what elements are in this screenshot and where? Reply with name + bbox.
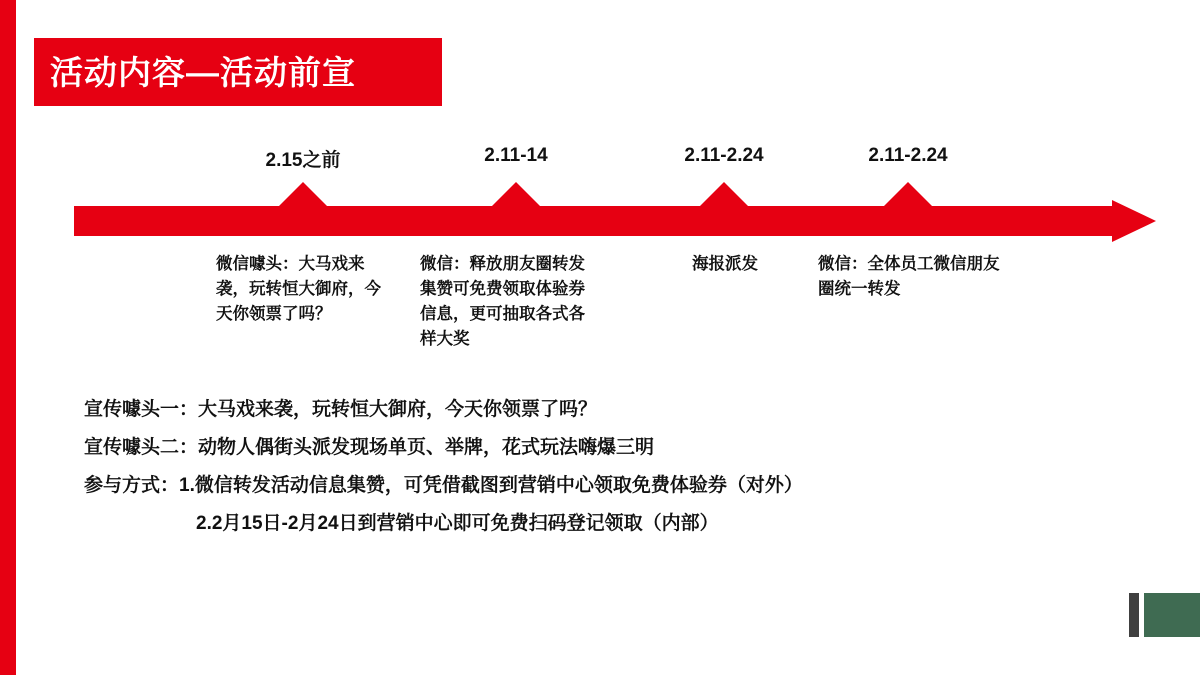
- decoration-dark-bar: [1129, 593, 1139, 637]
- timeline-arrowhead-icon: [1112, 200, 1156, 242]
- detail-line-1: 宣传噱头一：大马戏来袭，玩转恒大御府，今天你领票了吗？: [84, 399, 598, 420]
- timeline-date-2: 2.11-14: [484, 145, 548, 166]
- timeline-description-1: 微信噱头：大马戏来袭，玩转恒大御府，今天你领票了吗？: [216, 255, 381, 324]
- timeline-bar: [74, 206, 1114, 236]
- page-title: 活动内容—活动前宣: [50, 53, 356, 91]
- timeline-marker-1-icon: [279, 182, 327, 206]
- timeline-description-2: 微信：释放朋友圈转发集赞可免费领取体验券信息，更可抽取各式各样大奖: [420, 255, 585, 349]
- timeline-marker-4-icon: [884, 182, 932, 206]
- timeline-arrow: [74, 206, 1156, 238]
- timeline-marker-3-icon: [700, 182, 748, 206]
- details-block: [84, 400, 1144, 552]
- slide-title-block: [34, 38, 442, 106]
- detail-line-4: 2.2月15日-2月24日到营销中心即可免费扫码登记领取（内部）: [196, 513, 719, 534]
- timeline-description-3: 海报派发: [692, 255, 758, 273]
- corner-decoration: [1129, 593, 1200, 637]
- timeline-description-4: 微信：全体员工微信朋友圈统一转发: [818, 255, 1000, 299]
- left-accent-bar: [0, 0, 16, 675]
- timeline-date-3: 2.11-2.24: [684, 145, 764, 166]
- decoration-green-block: [1144, 593, 1200, 637]
- detail-line-2: 宣传噱头二：动物人偶街头派发现场单页、举牌，花式玩法嗨爆三明: [84, 437, 655, 458]
- timeline-marker-2-icon: [492, 182, 540, 206]
- detail-line-3: 参与方式：1.微信转发活动信息集赞，可凭借截图到营销中心领取免费体验券（对外）: [84, 475, 803, 496]
- timeline-date-4: 2.11-2.24: [868, 145, 948, 166]
- timeline-date-1: 2.15之前: [265, 150, 341, 171]
